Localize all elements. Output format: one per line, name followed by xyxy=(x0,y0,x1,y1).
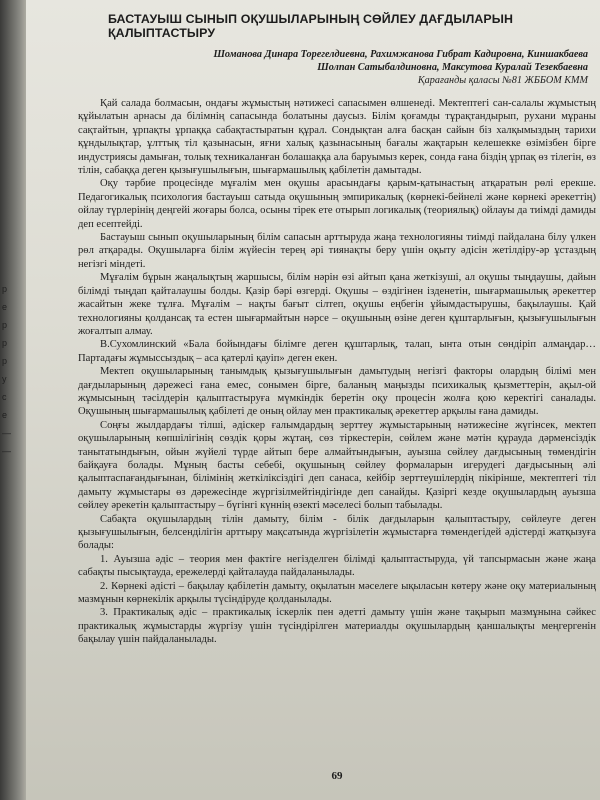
affiliation: Қарағанды қаласы №81 ЖББОМ КММ xyxy=(417,75,588,86)
author-line: Шоманова Динара Торегелдиевна, Рахимжанова Гибрат Кадировна, Киншакбаева xyxy=(213,49,588,60)
list-item: 2. Көрнекі әдісті – бақылау қабілетін дамыту, оқылатын мәселеге ықыласын көтеру және оқу материалының мазмұнын көрнекілік арқылы түсіндіруде қолданылады. xyxy=(78,580,596,606)
margin-mark: е xyxy=(2,302,8,312)
page-number: 69 xyxy=(331,770,343,782)
paragraph: Қай салада болмасын, ондағы жұмыстың нәтижесі сапасымен өлшенеді. Мектептегі сан-салалы жұмыстың құйылатын арнасы да білімнің сапасында болатыны даусыз. Білім қоғамды тұрақтандырып, рухани мұраны сақтайтын, ұрпақты ұрпаққа сабақтастыратын құрал. Сондықтан алға басқан сайын біз халқымыздың тарихи құндылықтар, ұлттық тіл қазынасын, яғни халық қазынасының бағалы жақтарын келешекке өзімізбен бірге индустриясы дамыған, толық техникаланған болашаққа ала баруымыз керек, сонда ғана біздің ұрпақ өз тілегін, өз тілін, сабаққа деген қызығушылығын, шығармашылық қабілетін дамытады. xyxy=(78,98,596,177)
paragraph: Оқу тәрбие процесінде мұғалім мен оқушы арасындағы қарым-қатынастың атқаратын рөлі ерекше. Педагогикалық психология бастауыш сатыда оқушының эмпирикалық (көрнекі-бейнелі және көрнекі әрекеттің) ойлау түрлерінің деңгейі жоғары болса, осыны тірек ете отырып логикалық (теориялық) ойлауы да тиімді дамиды деп есептейді. xyxy=(78,178,596,230)
margin-mark: р xyxy=(2,338,8,348)
margin-mark: — xyxy=(2,446,11,456)
margin-mark: р xyxy=(2,284,8,294)
paragraph: Соңғы жылдардағы тілші, әдіскер ғалымдардың зерттеу жұмыстарының нәтижесіне жүгінсек, мектеп оқушыларының көпшілігінің сөздік қоры жұтаң, сөз тіркестерін, сөйлем және мәтін құрауда дәрменсіздік танытатындығын, ойын жүйелі түрде айтып бере алмайтындығын, ауызша сөйлеу дағдысының төмендігін байқауға болады. Мұның басты себебі, оқушының сөйлеу формаларын игерудегі дағдысының әлі қалыптаспағандығынан, білімінің жеткіліксіздігі деп санаса, кейбір зерттеушілердің пікірінше, мектептегі тіл дамыту жұмыстары өз дәрежесінде жүргізілмейтіндігінде деп санайды. Қазіргі кезде оқушылардың ауызша сөйлеу әрекетін қалыптастыру – бүгінгі күннің өзекті мәселесі болып табылады. xyxy=(78,419,596,512)
list-item: 1. Ауызша әдіс – теория мен фактіге негізделген білімді қалыптастыруда, үй тапсырмасын және жаңа сабақты пысықтауда, ережелерді қайталауда пайдаланылады. xyxy=(78,553,596,579)
article-title: БАСТАУЫШ СЫНЫП ОҚУШЫЛАРЫНЫҢ СӨЙЛЕУ ДАҒДЫЛАРЫН ҚАЛЫПТАСТЫРУ xyxy=(108,12,514,40)
book-page xyxy=(26,0,600,800)
margin-mark: е xyxy=(2,410,8,420)
margin-mark: — xyxy=(2,428,11,438)
margin-mark: р xyxy=(2,356,8,366)
author-line: Шолпан Сатыбалдиновна, Максутова Куралай Тезекбаевна xyxy=(317,62,588,73)
paragraph: Мектеп оқушыларының танымдық қызығушылығын дамытудың негізгі факторы олардың білімі мен дағдыларының дәрежесі ғана емес, сонымен бірге, баланың маңызды психикалық қызметтерін, ақыл-ой жұмысының тәсілдерін қалыптастыруға мүмкіндік беретін оқу процесін жолға қою керектігі саналады. Оқушының шығармашылық қабілеті де оның ойлау мен практикалық әрекеттер арқылы ғана дамиды. xyxy=(78,366,596,418)
paragraph: Мұғалім бұрын жаңалықтың жаршысы, білім нәрін өзі айтып қана жеткізуші, ал оқушы тыңдаушы, дайын білімді тыңдап қайталаушы болды. Қазір бәрі өзгерді. Оқушы – өздігінен ізденетін, шығармашылық әрекеттер жасайтын жеке тұлға. Мұғалім – нақты бағыт сілтеп, оқушы еңбегін ұйымдастырушы, бақылаушы. Қай технологияны қолдансақ та естен шығармайтын нәрсе – оқушының өзіне деген құштарлығын, қызығушылығын жоғалтып алмау. xyxy=(78,272,596,337)
paragraph: В.Сухомлинский «Бала бойындағы білімге деген құштарлық, талап, ынта отын сөндіріп алмаңдар… Партадағы жұмыссыздық – аса қатерлі қауіп» деген екен. xyxy=(78,339,596,364)
margin-mark: с xyxy=(2,392,7,402)
article xyxy=(78,12,596,647)
adjacent-page-edge xyxy=(0,0,28,800)
margin-mark: р xyxy=(2,320,8,330)
paragraph: Бастауыш сынып оқушыларының білім сапасын арттыруда жаңа технологияны тиімді пайдалана білу үлкен рөл атқарады. Оқушыларға білім жүйесін терең әрі тиянақты беру үшін оқыту әдісін жетілдіру-әр ұстаздың негізгі міндеті. xyxy=(78,232,596,270)
margin-mark: у xyxy=(2,374,7,384)
list-item: 3. Практикалық әдіс – практикалық іскерлік пен әдетті дамыту үшін және тақырып мазмұнына сәйкес практикалық жұмыстарды жүргізу үшін түсіндірілген материалды оқушылардың қаншалықты меңгергенін бақылау үшін пайдаланылады. xyxy=(78,607,596,646)
adjacent-page-marks xyxy=(2,280,24,460)
paragraph: Сабақта оқушылардың тілін дамыту, білім - білік дағдыларын қалыптастыру, сөйлеуге деген қызығушылығын, белсенділігін арттыру мақсатында жүргізілетін жұмыстарға төмендегідей әдістерді жатқызуға болады: xyxy=(78,513,596,552)
